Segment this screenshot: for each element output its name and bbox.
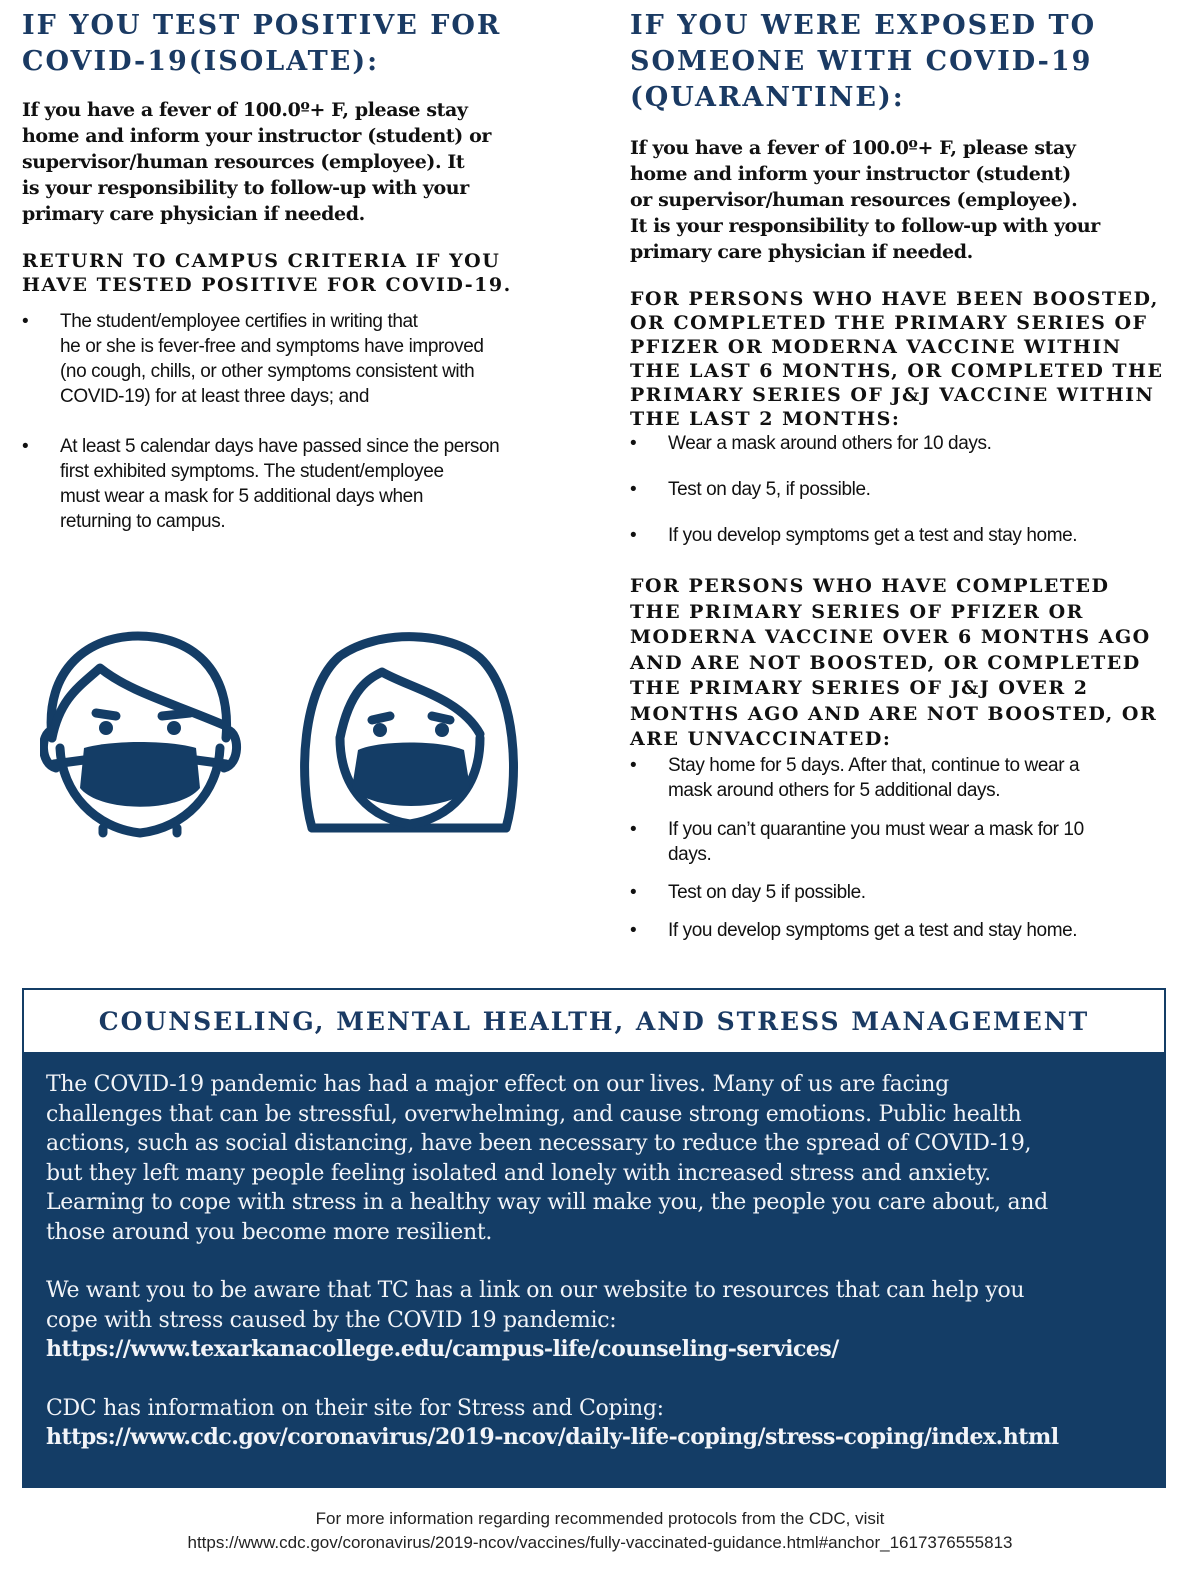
cdc-paragraph: [46, 1394, 1142, 1453]
cdc-guidance-link[interactable]: https://www.cdc.gov/coronavirus/2019-ncov/vaccines/fully-vaccinated-guidance.html#anchor_1617376555813: [187, 1533, 1013, 1552]
quarantine-heading: [630, 8, 1180, 116]
intro-line: It is your responsibility to follow-up with your: [630, 215, 1100, 237]
banner-header: [24, 990, 1164, 1052]
heading-line: SOMEONE WITH COVID-19: [630, 46, 1093, 77]
bullet-icon: •: [630, 479, 637, 500]
masked-woman-fill: [352, 723, 470, 806]
item-line: first exhibited symptoms. The student/employee: [60, 461, 444, 482]
heading-line: (QUARANTINE):: [630, 82, 905, 113]
intro-line: or supervisor/human resources (employee).: [630, 189, 1078, 211]
subheading-line: PRIMARY SERIES OF J&J VACCINE WITHIN: [630, 384, 1155, 406]
item-line: If you develop symptoms get a test and stay home.: [668, 919, 1078, 941]
quarantine-intro: [630, 135, 1180, 265]
bullet-icon: •: [630, 433, 637, 454]
item-line: At least 5 calendar days have passed since the person: [60, 436, 500, 457]
boosted-list: [630, 431, 1180, 548]
subheading-line: THE PRIMARY SERIES OF PFIZER OR: [630, 600, 1084, 623]
bullet-icon: •: [630, 525, 637, 546]
subheading-line: PFIZER OR MODERNA VACCINE WITHIN: [630, 336, 1122, 358]
intro-line: supervisor/human resources (employee). It: [22, 151, 465, 173]
subheading-line: RETURN TO CAMPUS CRITERIA IF YOU: [22, 250, 501, 272]
paragraph-line: We want you to be aware that TC has a link on our website to resources that can help you: [46, 1278, 1025, 1303]
heading-line: COVID-19(ISOLATE):: [22, 46, 380, 77]
subheading-line: THE PRIMARY SERIES OF J&J OVER 2: [630, 677, 1089, 699]
item-line: Stay home for 5 days. After that, continue to wear a: [668, 754, 1080, 776]
counseling-banner: [22, 988, 1166, 1488]
intro-line: is your responsibility to follow-up with your: [22, 177, 469, 199]
bullet-icon: •: [630, 881, 637, 903]
item-line: Test on day 5, if possible.: [668, 479, 871, 500]
bullet-icon: •: [22, 311, 29, 332]
subheading-line: FOR PERSONS WHO HAVE BEEN BOOSTED,: [630, 288, 1159, 310]
footer-line: For more information regarding recommended protocols from the CDC, visit: [315, 1509, 885, 1528]
bullet-icon: •: [22, 436, 29, 457]
paragraph-line: actions, such as social distancing, have been necessary to reduce the spread of COVID-19,: [46, 1131, 1032, 1156]
intro-line: primary care physician if needed.: [630, 241, 973, 263]
list-item: [630, 431, 1180, 456]
banner-title: COUNSELING, MENTAL HEALTH, AND STRESS MANAGEMENT: [98, 1006, 1090, 1036]
masked-people-illustration: [40, 628, 540, 843]
item-line: returning to campus.: [60, 511, 226, 532]
subheading-line: HAVE TESTED POSITIVE FOR COVID-19.: [22, 274, 512, 296]
isolate-column: [22, 0, 582, 534]
isolate-heading: [22, 8, 582, 80]
paragraph-line: cope with stress caused by the COVID 19 pandemic:: [46, 1307, 617, 1333]
heading-line: IF YOU WERE EXPOSED TO: [630, 10, 1097, 41]
bullet-icon: •: [630, 919, 637, 941]
list-item: [22, 434, 582, 534]
item-line: If you develop symptoms get a test and stay home.: [668, 525, 1078, 546]
list-item: [630, 477, 1180, 502]
subheading-line: ARE UNVACCINATED:: [630, 728, 892, 750]
intro-line: If you have a fever of 100.0º+ F, please stay: [630, 137, 1076, 159]
return-criteria-list: [22, 309, 582, 534]
subheading-line: AND ARE NOT BOOSTED, OR COMPLETED: [630, 651, 1141, 674]
paragraph-line: Learning to cope with stress in a healthy way will make you, the people you care about, and: [46, 1190, 1048, 1215]
paragraph-line: challenges that can be stressful, overwhelming, and cause strong emotions. Public health: [46, 1101, 1022, 1127]
subheading-line: THE LAST 6 MONTHS, OR COMPLETED THE: [630, 360, 1164, 382]
intro-line: home and inform your instructor (student) or: [22, 125, 491, 147]
item-line: days.: [668, 843, 712, 865]
list-item: [630, 880, 1180, 905]
item-line: must wear a mask for 5 additional days when: [60, 486, 423, 507]
heading-line: IF YOU TEST POSITIVE FOR: [22, 10, 502, 41]
unvaccinated-heading: [630, 574, 1180, 753]
paragraph-line: CDC has information on their site for Stress and Coping:: [46, 1395, 664, 1421]
intro-line: If you have a fever of 100.0º+ F, please stay: [22, 99, 468, 121]
list-item: [630, 817, 1180, 867]
counseling-paragraph: [46, 1070, 1142, 1247]
item-line: (no cough, chills, or other symptoms consistent with: [60, 361, 475, 382]
cdc-stress-coping-link[interactable]: https://www.cdc.gov/coronavirus/2019-ncov/daily-life-coping/stress-coping/index.html: [46, 1424, 1059, 1450]
item-line: The student/employee certifies in writing that: [60, 311, 418, 332]
item-line: Test on day 5 if possible.: [668, 881, 866, 903]
item-line: he or she is fever-free and symptoms have improved: [60, 336, 484, 357]
list-item: [630, 918, 1180, 943]
isolate-intro: [22, 97, 582, 227]
paragraph-line: but they left many people feeling isolated and lonely with increased stress and anxiety.: [46, 1160, 991, 1186]
boosted-heading: [630, 287, 1180, 431]
footer-note: [0, 1507, 1200, 1555]
subheading-line: FOR PERSONS WHO HAVE COMPLETED: [630, 575, 1110, 597]
item-line: If you can’t quarantine you must wear a mask for 10: [668, 818, 1084, 840]
tc-resources-paragraph: [46, 1276, 1142, 1365]
subheading-line: MONTHS AGO AND ARE NOT BOOSTED, OR: [630, 702, 1158, 725]
subheading-line: MODERNA VACCINE OVER 6 MONTHS AGO: [630, 626, 1151, 648]
tc-counseling-link[interactable]: https://www.texarkanacollege.edu/campus-life/counseling-services/: [46, 1336, 839, 1362]
unvaccinated-list: [630, 753, 1180, 943]
list-item: [630, 753, 1180, 803]
quarantine-column: [630, 0, 1180, 943]
paragraph-line: those around you become more resilient.: [46, 1219, 493, 1245]
bullet-icon: •: [630, 754, 637, 776]
subheading-line: THE LAST 2 MONTHS:: [630, 408, 901, 430]
list-item: [630, 523, 1180, 548]
intro-line: primary care physician if needed.: [22, 203, 365, 225]
banner-body: [46, 1070, 1142, 1482]
paragraph-line: The COVID-19 pandemic has had a major effect on our lives. Many of us are facing: [46, 1072, 949, 1097]
subheading-line: OR COMPLETED THE PRIMARY SERIES OF: [630, 312, 1148, 334]
masked-man-fill: [80, 721, 200, 807]
return-criteria-heading: [22, 249, 582, 297]
intro-line: home and inform your instructor (student): [630, 163, 1071, 185]
item-line: mask around others for 5 additional days.: [668, 779, 1001, 801]
list-item: [22, 309, 582, 409]
item-line: Wear a mask around others for 10 days.: [668, 433, 992, 454]
bullet-icon: •: [630, 818, 637, 840]
item-line: COVID-19) for at least three days; and: [60, 386, 370, 407]
